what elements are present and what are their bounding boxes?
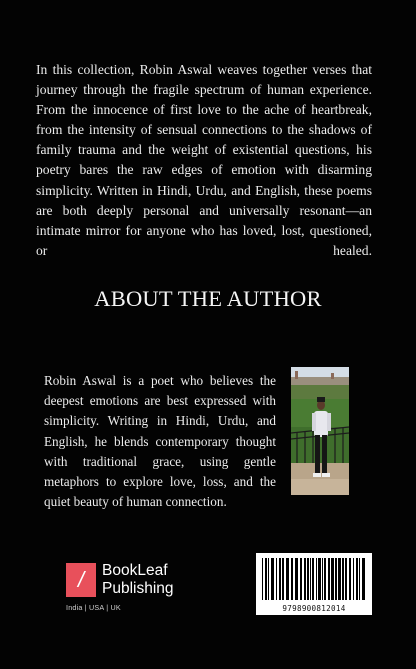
author-photo-illustration xyxy=(291,367,349,495)
publisher-name xyxy=(102,562,174,598)
publisher-mark-icon xyxy=(66,563,96,597)
book-blurb: In this collection, Robin Aswal weaves together verses that journey through the fragile spectrum of human experience. From the innocence of first love to the ache of heartbreak, from the intensity of sensual connections to the shadows of family trauma and the weight of existential questions, his poetry bares the raw edges of emotion with disarming simplicity. Written in Hindi, Urdu, and English, these poems are both deeply personal and universally resonant—an intimate mirror for anyone who has loved, lost, questioned, or healed. xyxy=(36,62,372,258)
publisher-name-line2: Publishing xyxy=(102,580,174,597)
publisher-mark-glyph: / xyxy=(77,567,85,592)
about-author-heading: ABOUT THE AUTHOR xyxy=(94,286,322,311)
isbn-number: 9798900812014 xyxy=(282,604,346,613)
barcode-bars xyxy=(256,553,372,603)
author-photo xyxy=(291,367,349,495)
isbn-barcode xyxy=(256,553,372,615)
publisher-logo xyxy=(66,563,186,615)
publisher-name-line1: BookLeaf xyxy=(102,562,168,579)
author-bio: Robin Aswal is a poet who believes the deepest emotions are best expressed with simplicity. Writing in Hindi, Urdu, and English, he blends contemporary thought with traditional grace, using gentle metaphors to explore love, loss, and the quiet beauty of human connection. xyxy=(44,373,276,510)
publisher-tagline: India | USA | UK xyxy=(66,603,121,612)
